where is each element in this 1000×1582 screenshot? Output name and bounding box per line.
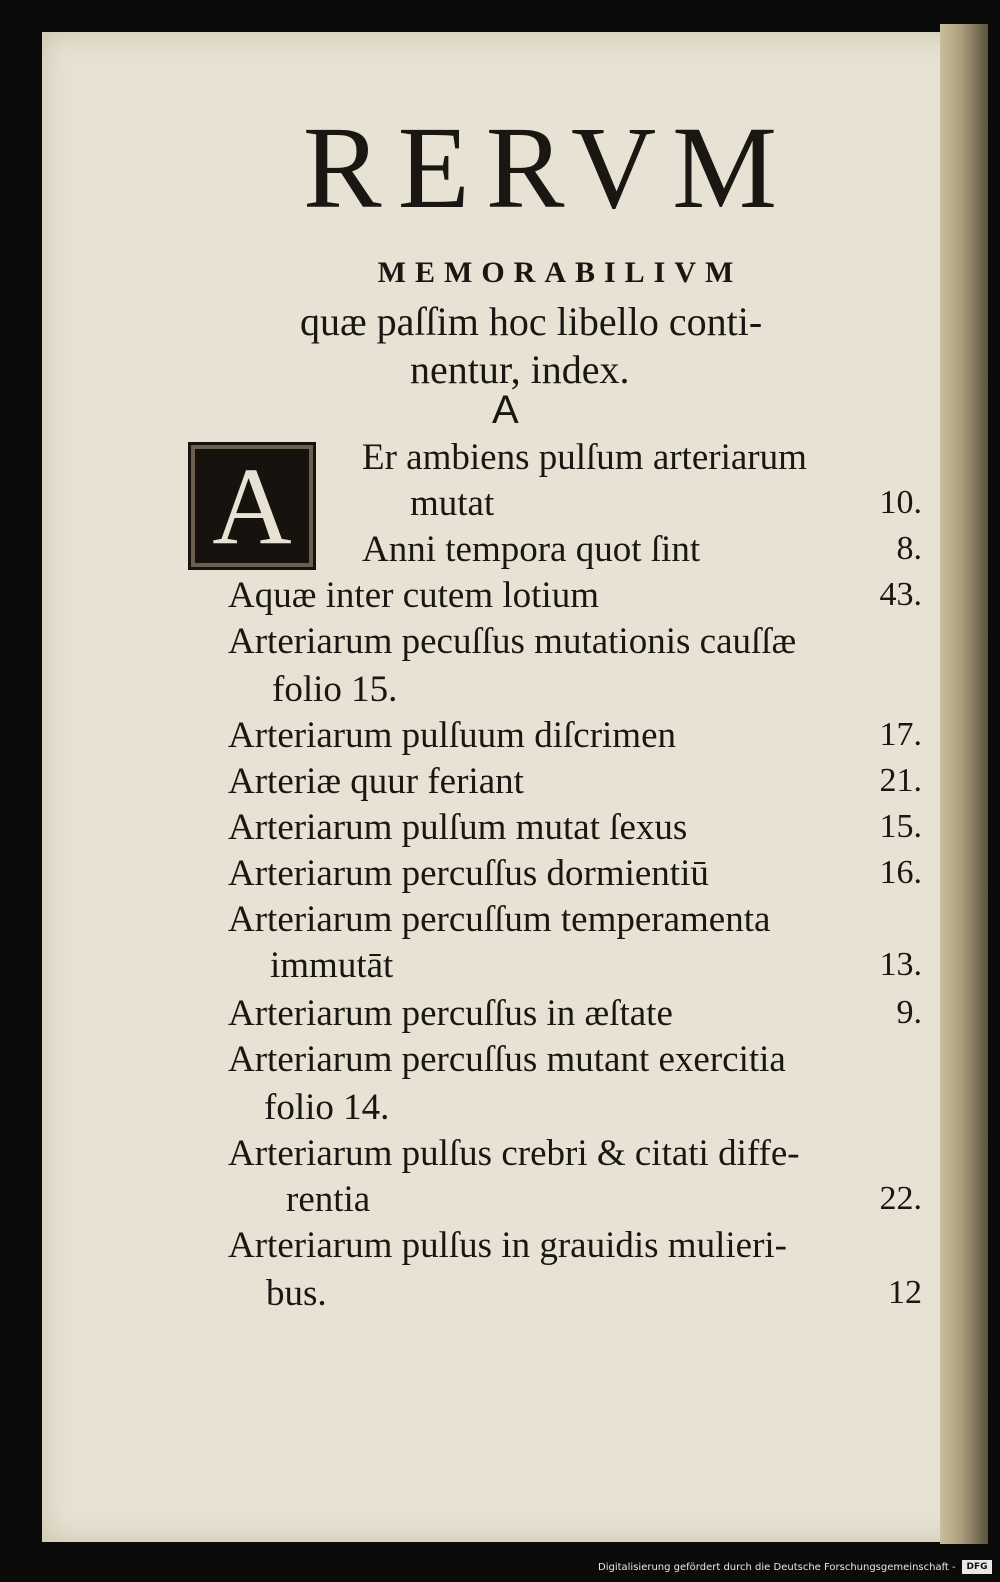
page-edge bbox=[940, 24, 988, 1544]
entry-page: 16. bbox=[879, 854, 922, 891]
entry-line: Arteriarum percuſſus in æſtate bbox=[228, 993, 673, 1034]
entry-line: mutat bbox=[410, 483, 495, 524]
entry-line: Arteriarum pecuſſus mutationis cauſſæ bbox=[228, 621, 797, 662]
entry-line: Anni tempora quot ſint bbox=[362, 529, 701, 570]
entry-page: 9. bbox=[896, 994, 922, 1031]
entry-line: Arteriarum percuſſus dormientiū bbox=[228, 853, 709, 894]
entry-page: 13. bbox=[879, 946, 922, 983]
entry-page: 21. bbox=[879, 762, 922, 799]
entry-line: rentia bbox=[286, 1179, 371, 1220]
digitization-credit: Digitalisierung gefördert durch die Deutsche Forschungsgemeinschaft - bbox=[598, 1562, 956, 1573]
section-letter: A bbox=[492, 388, 519, 432]
entry-line: Aquæ inter cutem lotium bbox=[228, 575, 599, 616]
index-description-line-2: nentur, index. bbox=[410, 347, 630, 392]
index-title: RERVM bbox=[302, 102, 794, 233]
entry-line: Er ambiens pulſum arteriarum bbox=[362, 437, 807, 478]
entry-page: 10. bbox=[879, 484, 922, 521]
entry-line: Arteriarum pulſus in grauidis mulieri- bbox=[228, 1225, 787, 1266]
entry-line: Arteriarum pulſus crebri & citati diffe- bbox=[228, 1133, 800, 1174]
entry-page: 22. bbox=[879, 1180, 922, 1217]
index-subtitle: MEMORABILIVM bbox=[377, 256, 743, 289]
dfg-logo: DFG bbox=[962, 1560, 992, 1574]
entry-page: 8. bbox=[896, 530, 922, 567]
decorated-initial: A bbox=[188, 442, 316, 570]
entry-line: Arteriæ quur feriant bbox=[228, 761, 524, 802]
entry-page: 15. bbox=[879, 808, 922, 845]
entry-line: folio 15. bbox=[272, 669, 398, 710]
entry-line: folio 14. bbox=[264, 1087, 390, 1128]
entry-line: Arteriarum pulſuum diſcrimen bbox=[228, 715, 676, 756]
entry-page: 43. bbox=[879, 576, 922, 613]
entry-line: Arteriarum percuſſum temperamenta bbox=[228, 899, 771, 940]
entry-page: 12 bbox=[888, 1274, 922, 1311]
index-description-line-1: quæ paſſim hoc libello conti- bbox=[300, 299, 763, 344]
entry-line: Arteriarum pulſum mutat ſexus bbox=[228, 807, 688, 848]
entry-page: 17. bbox=[879, 716, 922, 753]
entry-line: Arteriarum percuſſus mutant exercitia bbox=[228, 1039, 786, 1080]
entry-line: immutāt bbox=[270, 945, 394, 986]
entry-line: bus. bbox=[266, 1273, 327, 1314]
